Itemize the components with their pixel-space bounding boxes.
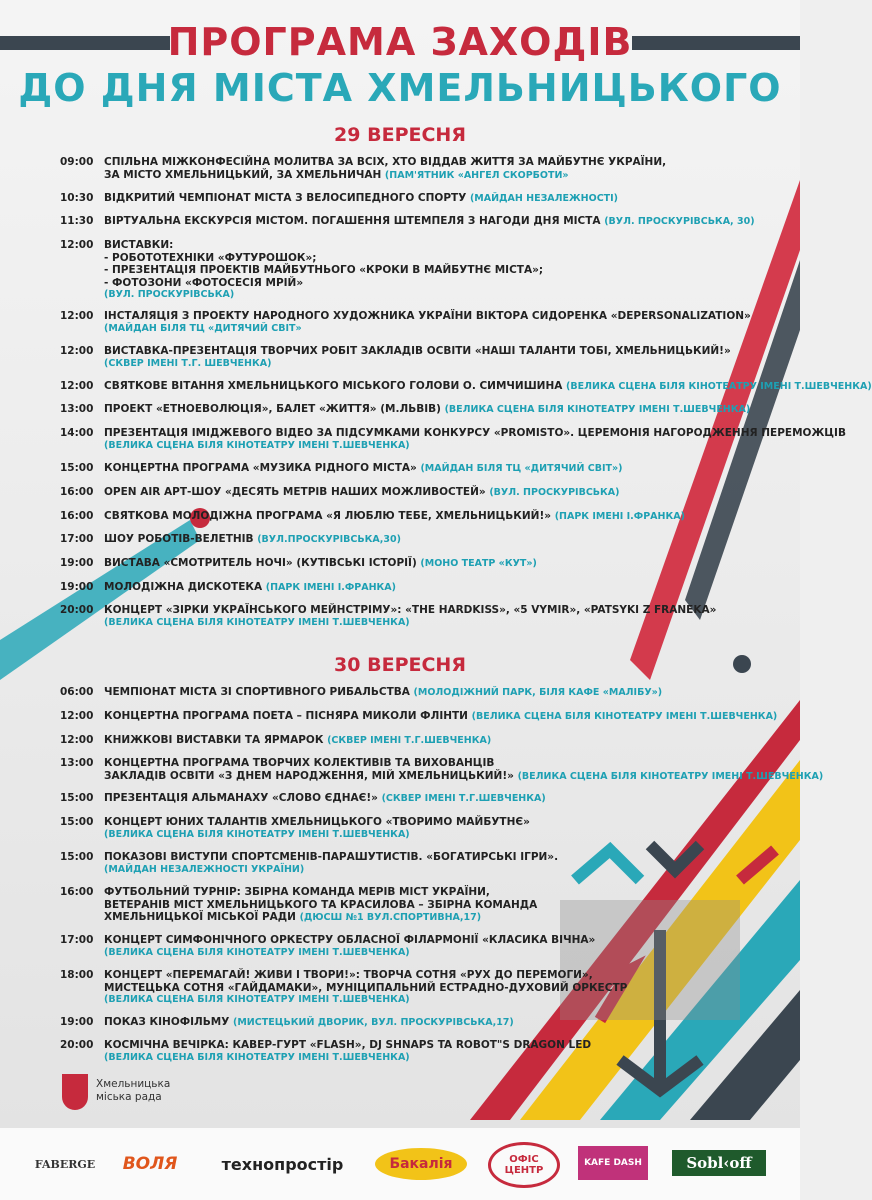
event-time: 12:00	[60, 380, 94, 392]
event-time: 12:00	[60, 734, 94, 746]
event-time: 14:00	[60, 427, 94, 439]
event-location: (СКВЕР ІМЕНІ Т.Г. ШЕВЧЕНКА)	[104, 357, 272, 369]
event-title: КОНЦЕРТНА ПРОГРАМА ТВОРЧИХ КОЛЕКТИВІВ ТА ВИХОВАНЦІВ	[104, 757, 495, 769]
event-time: 19:00	[60, 557, 94, 569]
event-title: КНИЖКОВІ ВИСТАВКИ ТА ЯРМАРОК	[104, 734, 324, 746]
event-title: ПОКАЗ КІНОФІЛЬМУ	[104, 1016, 230, 1028]
event-location: (МОЛОДІЖНИЙ ПАРК, БІЛЯ КАФЕ «МАЛІБУ»)	[413, 687, 663, 698]
event-location: (ВЕЛИКА СЦЕНА БІЛЯ КІНОТЕАТРУ ІМЕНІ Т.ШЕВЧЕНКА)	[444, 404, 751, 415]
event-location: (ВЕЛИКА СЦЕНА БІЛЯ КІНОТЕАТРУ ІМЕНІ Т.ШЕВЧЕНКА)	[566, 381, 872, 392]
event-time: 15:00	[60, 851, 94, 863]
event-title: ВІРТУАЛЬНА ЕКСКУРСІЯ МІСТОМ. ПОГАШЕННЯ ШТЕМПЕЛЯ З НАГОДИ ДНЯ МІСТА	[104, 215, 601, 227]
event-location: (ДЮСШ №1 ВУЛ.СПОРТИВНА,17)	[299, 912, 482, 923]
event-title: СПІЛЬНА МІЖКОНФЕСІЙНА МОЛИТВА ЗА ВСІХ, ХТО ВІДДАВ ЖИТТЯ ЗА МАЙБУТНЄ УКРАЇНИ,	[104, 156, 667, 168]
event-location: (МАЙДАН НЕЗАЛЕЖНОСТІ УКРАЇНИ)	[104, 863, 305, 875]
event-location: (ВУЛ.ПРОСКУРІВСЬКА,30)	[257, 534, 401, 545]
event-location: (ВЕЛИКА СЦЕНА БІЛЯ КІНОТЕАТРУ ІМЕНІ Т.ШЕВЧЕНКА)	[471, 711, 778, 722]
event-title: КОНЦЕРТНА ПРОГРАМА «МУЗИКА РІДНОГО МІСТА»	[104, 462, 417, 474]
event-location: (ПАМ'ЯТНИК «АНГЕЛ СКОРБОТИ»	[384, 169, 569, 181]
event-time: 10:30	[60, 192, 94, 204]
event-location: (СКВЕР ІМЕНІ Т.Г.ШЕВЧЕНКА)	[381, 793, 546, 804]
sponsor-kafe-dash: KAFE DASH	[578, 1146, 648, 1180]
event-time: 12:00	[60, 345, 94, 357]
event-location: (МАЙДАН БІЛЯ ТЦ «ДИТЯЧИЙ СВІТ»	[104, 322, 302, 334]
event-location: (МИСТЕЦЬКИЙ ДВОРИК, ВУЛ. ПРОСКУРІВСЬКА,17)	[233, 1017, 514, 1028]
sponsor-bakaliia: Бакалія	[375, 1148, 467, 1180]
event-time: 13:00	[60, 757, 94, 769]
event-time: 09:00	[60, 156, 94, 168]
event-location: (ВЕЛИКА СЦЕНА БІЛЯ КІНОТЕАТРУ ІМЕНІ Т.ШЕВЧЕНКА)	[517, 770, 824, 782]
event-title: ІНСТАЛЯЦІЯ З ПРОЕКТУ НАРОДНОГО ХУДОЖНИКА УКРАЇНИ ВІКТОРА СИДОРЕНКА «DEPERSONALIZATION»	[104, 310, 751, 322]
event-title: - РОБОТОТЕХНІКИ «ФУТУРОШОК»;	[104, 251, 317, 264]
event-title: - ФОТОЗОНИ «ФОТОСЕСІЯ МРІЙ»	[104, 276, 304, 289]
sponsor-technoprostir: технопростір	[221, 1154, 344, 1174]
event-time: 20:00	[60, 1039, 94, 1051]
event-time: 19:00	[60, 1016, 94, 1028]
event-title: КОСМІЧНА ВЕЧІРКА: КАВЕР-ГУРТ «FLASH», DJ SHNAPS TA ROBOT"S DRAGON LED	[104, 1039, 592, 1051]
event-location: (ПАРК ІМЕНІ І.ФРАНКА)	[265, 582, 397, 593]
event-title: ХМЕЛЬНИЦЬКОЇ МІСЬКОЇ РАДИ	[104, 911, 296, 923]
council-emblem-icon	[62, 1074, 88, 1110]
council-subtitle: міська рада	[96, 1091, 162, 1103]
event-title: КОНЦЕРТНА ПРОГРАМА ПОЕТА – ПІСНЯРА МИКОЛИ ФЛІНТИ	[104, 710, 468, 722]
event-time: 15:00	[60, 816, 94, 828]
event-location: (МОНО ТЕАТР «КУТ»)	[420, 558, 537, 569]
event-title: ВЕТЕРАНІВ МІСТ ХМЕЛЬНИЦЬКОГО ТА КРАСИЛОВА – ЗБІРНА КОМАНДА	[104, 898, 538, 911]
event-time: 12:00	[60, 239, 94, 251]
event-title: МОЛОДІЖНА ДИСКОТЕКА	[104, 581, 263, 593]
event-time: 15:00	[60, 792, 94, 804]
event-location: (ВЕЛИКА СЦЕНА БІЛЯ КІНОТЕАТРУ ІМЕНІ Т.ШЕВЧЕНКА)	[104, 994, 410, 1005]
event-location: (ВУЛ. ПРОСКУРІВСЬКА)	[104, 289, 235, 300]
event-location: (ВЕЛИКА СЦЕНА БІЛЯ КІНОТЕАТРУ ІМЕНІ Т.ШЕВЧЕНКА)	[104, 616, 410, 628]
day-2-heading: 30 ВЕРЕСНЯ	[334, 654, 466, 676]
sponsor-volia: ВОЛЯ	[122, 1154, 178, 1174]
event-time: 18:00	[60, 969, 94, 981]
event-location: (ВЕЛИКА СЦЕНА БІЛЯ КІНОТЕАТРУ ІМЕНІ Т.ШЕВЧЕНКА)	[104, 828, 410, 840]
sponsor-soblkoff: Sobl‹off	[672, 1150, 766, 1176]
event-location: (ВУЛ. ПРОСКУРІВСЬКА, 30)	[604, 216, 755, 227]
event-location: (ПАРК ІМЕНІ І.ФРАНКА)	[554, 511, 685, 522]
event-time: 20:00	[60, 604, 94, 616]
sponsor-ofis-centr: ОФІС ЦЕНТР	[488, 1142, 560, 1188]
event-time: 15:00	[60, 462, 94, 474]
day-1-heading: 29 ВЕРЕСНЯ	[334, 124, 466, 146]
event-title: КОНЦЕРТ СИМФОНІЧНОГО ОРКЕСТРУ ОБЛАСНОЇ ФІЛАРМОНІЇ «КЛАСИКА ВІЧНА»	[104, 934, 596, 946]
event-time: 12:00	[60, 310, 94, 322]
event-location: (ВЕЛИКА СЦЕНА БІЛЯ КІНОТЕАТРУ ІМЕНІ Т.ШЕВЧЕНКА)	[104, 439, 410, 451]
sponsor-faberge: FABERGE	[34, 1157, 96, 1171]
event-title: СВЯТКОВЕ ВІТАННЯ ХМЕЛЬНИЦЬКОГО МІСЬКОГО ГОЛОВИ О. СИМЧИШИНА	[104, 380, 563, 392]
event-time: 12:00	[60, 710, 94, 722]
event-time: 16:00	[60, 486, 94, 498]
event-time: 19:00	[60, 581, 94, 593]
event-time: 11:30	[60, 215, 94, 227]
event-title: ЗА МІСТО ХМЕЛЬНИЦЬКИЙ, ЗА ХМЕЛЬНИЧАН	[104, 168, 382, 181]
event-location: (МАЙДАН БІЛЯ ТЦ «ДИТЯЧИЙ СВІТ»)	[420, 463, 623, 474]
event-title: СВЯТКОВА МОЛОДІЖНА ПРОГРАМА «Я ЛЮБЛЮ ТЕБЕ, ХМЕЛЬНИЦЬКИЙ!»	[104, 510, 552, 522]
event-title: ВИСТАВА «СМОТРИТЕЛЬ НОЧІ» (КУТІВСЬКІ ІСТОРІЇ)	[104, 557, 417, 569]
event-title: ВИСТАВКИ:	[104, 239, 174, 251]
event-title: МИСТЕЦЬКА СОТНЯ «ГАЙДАМАКИ», МУНІЦИПАЛЬНИЙ ЕСТРАДНО-ДУХОВИЙ ОРКЕСТР	[104, 981, 628, 994]
event-title: ВИСТАВКА-ПРЕЗЕНТАЦІЯ ТВОРЧИХ РОБІТ ЗАКЛАДІВ ОСВІТИ «НАШІ ТАЛАНТИ ТОБІ, ХМЕЛЬНИЦЬКИЙ!»	[104, 345, 731, 357]
event-title: ФУТБОЛЬНИЙ ТУРНІР: ЗБІРНА КОМАНДА МЕРІВ МІСТ УКРАЇНИ,	[104, 886, 490, 898]
event-title: ПОКАЗОВІ ВИСТУПИ СПОРТСМЕНІВ-ПАРАШУТИСТІВ. «БОГАТИРСЬКІ ІГРИ».	[104, 851, 559, 863]
event-title: - ПРЕЗЕНТАЦІЯ ПРОЕКТІВ МАЙБУТНЬОГО «КРОКИ В МАЙБУТНЄ МІСТА»;	[104, 264, 544, 276]
event-title: ПРЕЗЕНТАЦІЯ АЛЬМАНАХУ «СЛОВО ЄДНАЄ!»	[104, 792, 378, 804]
event-location: (ВЕЛИКА СЦЕНА БІЛЯ КІНОТЕАТРУ ІМЕНІ Т.ШЕВЧЕНКА)	[104, 946, 410, 958]
event-time: 13:00	[60, 403, 94, 415]
event-time: 16:00	[60, 510, 94, 522]
event-time: 16:00	[60, 886, 94, 898]
event-title: OPEN AIR АРТ-ШОУ «ДЕСЯТЬ МЕТРІВ НАШИХ МОЖЛИВОСТЕЙ»	[104, 486, 486, 498]
event-title: ЗАКЛАДІВ ОСВІТИ «З ДНЕМ НАРОДЖЕННЯ, МІЙ ХМЕЛЬНИЦЬКИЙ!»	[104, 769, 514, 782]
event-location: (ВЕЛИКА СЦЕНА БІЛЯ КІНОТЕАТРУ ІМЕНІ Т.ШЕВЧЕНКА)	[104, 1051, 410, 1063]
event-title: ПРОЕКТ «ЕТНОЕВОЛЮЦІЯ», БАЛЕТ «ЖИТТЯ» (М.ЛЬВІВ)	[104, 403, 441, 415]
event-title: ШОУ РОБОТІВ-ВЕЛЕТНІВ	[104, 533, 254, 545]
event-title: ЧЕМПІОНАТ МІСТА ЗІ СПОРТИВНОГО РИБАЛЬСТВА	[104, 686, 410, 698]
event-title: ПРЕЗЕНТАЦІЯ ІМІДЖЕВОГО ВІДЕО ЗА ПІДСУМКАМИ КОНКУРСУ «PROMISTO». ЦЕРЕМОНІЯ НАГОРОДЖЕННЯ ПЕРЕМОЖЦІВ	[104, 427, 846, 439]
event-location: (СКВЕР ІМЕНІ Т.Г.ШЕВЧЕНКА)	[327, 735, 492, 746]
event-time: 06:00	[60, 686, 94, 698]
council-name: Хмельницька	[96, 1078, 171, 1090]
title-line-2: ДО ДНЯ МІСТА ХМЕЛЬНИЦЬКОГО	[18, 66, 782, 110]
title-line-1: ПРОГРАМА ЗАХОДІВ	[167, 20, 633, 64]
event-location: (ВУЛ. ПРОСКУРІВСЬКА)	[489, 487, 620, 498]
event-location: (МАЙДАН НЕЗАЛЕЖНОСТІ)	[469, 193, 619, 204]
event-time: 17:00	[60, 533, 94, 545]
event-title: КОНЦЕРТ «ПЕРЕМАГАЙ! ЖИВИ І ТВОРИ!»: ТВОРЧА СОТНЯ «РУХ ДО ПЕРЕМОГИ»,	[104, 969, 593, 981]
event-title: ВІДКРИТИЙ ЧЕМПІОНАТ МІСТА З ВЕЛОСИПЕДНОГО СПОРТУ	[104, 192, 467, 204]
event-title: КОНЦЕРТ «ЗІРКИ УКРАЇНСЬКОГО МЕЙНСТРІМУ»: «THE HARDKISS», «5 VYMIR», «PATSYKI Z FRANEKA»	[104, 604, 717, 616]
event-time: 17:00	[60, 934, 94, 946]
event-title: КОНЦЕРТ ЮНИХ ТАЛАНТІВ ХМЕЛЬНИЦЬКОГО «ТВОРИМО МАЙБУТНЄ»	[104, 816, 530, 828]
